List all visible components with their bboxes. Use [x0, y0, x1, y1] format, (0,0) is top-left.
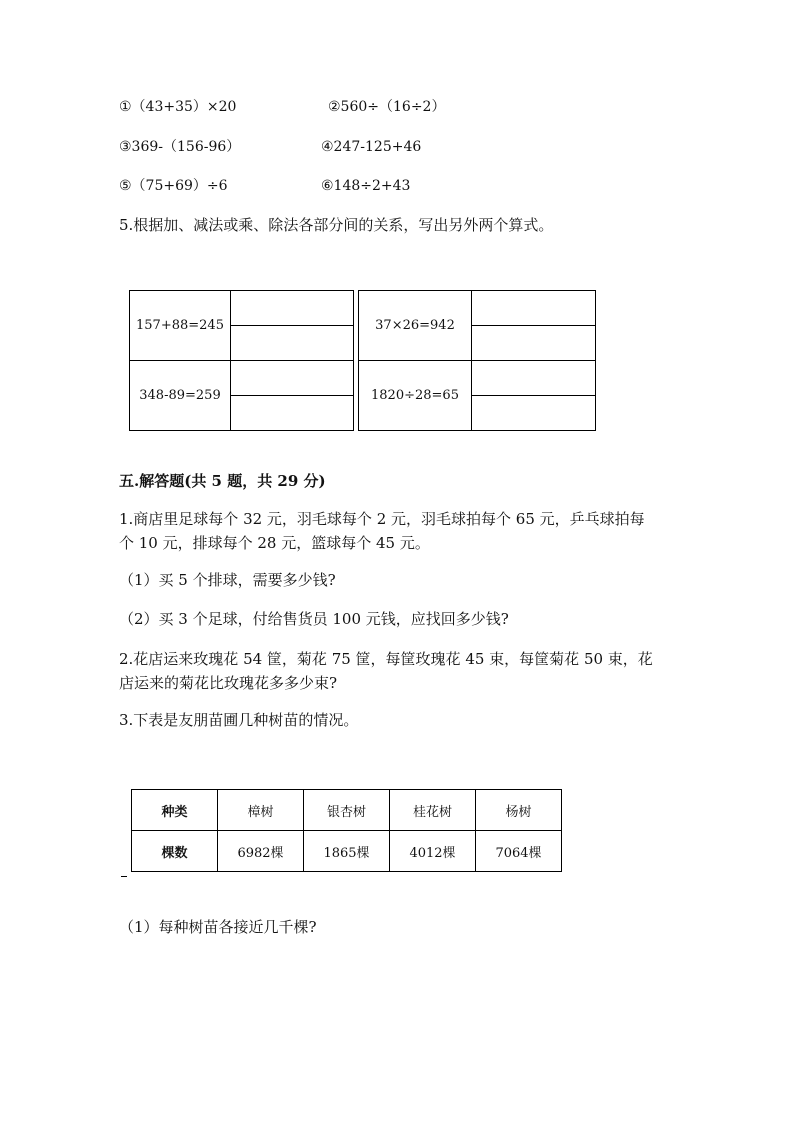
problem-1-line-1: 1.商店里足球每个 32 元，羽毛球每个 2 元，羽毛球拍每个 65 元，乒乓球拍每	[119, 510, 645, 528]
problem-1-line-2: 个 10 元，排球每个 28 元，篮球每个 45 元。	[119, 534, 430, 552]
expression-5: ⑤（75+69）÷6	[119, 178, 228, 194]
expression-4: ④247-125+46	[321, 139, 422, 155]
table-header-cell: 银杏树	[304, 790, 390, 831]
relation-equation: 348-89=259	[130, 361, 231, 431]
problem-2-line-2: 店运来的菊花比玫瑰花多多少束?	[119, 674, 338, 692]
relation-equation: 1820÷28=65	[359, 361, 472, 431]
table-cell: 棵数	[132, 831, 218, 872]
answer-blank[interactable]	[472, 291, 596, 326]
stray-mark	[121, 876, 127, 877]
problem-1-sub-1: （1）买 5 个排球，需要多少钱?	[119, 571, 336, 589]
relation-equation: 157+88=245	[130, 291, 231, 361]
table-row	[132, 790, 562, 831]
answer-blank[interactable]	[231, 291, 354, 326]
answer-blank[interactable]	[472, 396, 596, 431]
answer-blank[interactable]	[231, 361, 354, 396]
expression-6: ⑥148÷2+43	[321, 178, 411, 194]
relation-equation: 37×26=942	[359, 291, 472, 361]
relation-table-left	[129, 290, 354, 431]
section-title: 五.解答题(共 5 题，共 29 分)	[119, 472, 326, 490]
table-row	[132, 831, 562, 872]
answer-blank[interactable]	[231, 396, 354, 431]
table-cell: 1865棵	[304, 831, 390, 872]
expression-2: ②560÷（16÷2）	[328, 99, 446, 115]
question-5-title: 5.根据加、减法或乘、除法各部分间的关系，写出另外两个算式。	[119, 216, 554, 234]
table-header-cell: 樟树	[218, 790, 304, 831]
table-header-cell: 种类	[132, 790, 218, 831]
expression-3: ③369-（156-96）	[119, 139, 241, 155]
problem-2-line-1: 2.花店运来玫瑰花 54 筐，菊花 75 筐，每筐玫瑰花 45 束，每筐菊花 50 束，花	[119, 650, 653, 668]
problem-1-sub-2: （2）买 3 个足球，付给售货员 100 元钱，应找回多少钱?	[119, 610, 509, 628]
tree-table	[131, 789, 562, 872]
table-cell: 4012棵	[390, 831, 476, 872]
answer-blank[interactable]	[472, 361, 596, 396]
table-header-cell: 桂花树	[390, 790, 476, 831]
answer-blank[interactable]	[472, 326, 596, 361]
problem-3-line-1: 3.下表是友朋苗圃几种树苗的情况。	[119, 711, 359, 729]
expression-1: ①（43+35）×20	[119, 99, 237, 115]
table-cell: 7064棵	[476, 831, 562, 872]
relation-table-right	[358, 290, 596, 431]
answer-blank[interactable]	[231, 326, 354, 361]
problem-3-sub-1: （1）每种树苗各接近几千棵?	[119, 918, 317, 936]
table-cell: 6982棵	[218, 831, 304, 872]
table-header-cell: 杨树	[476, 790, 562, 831]
